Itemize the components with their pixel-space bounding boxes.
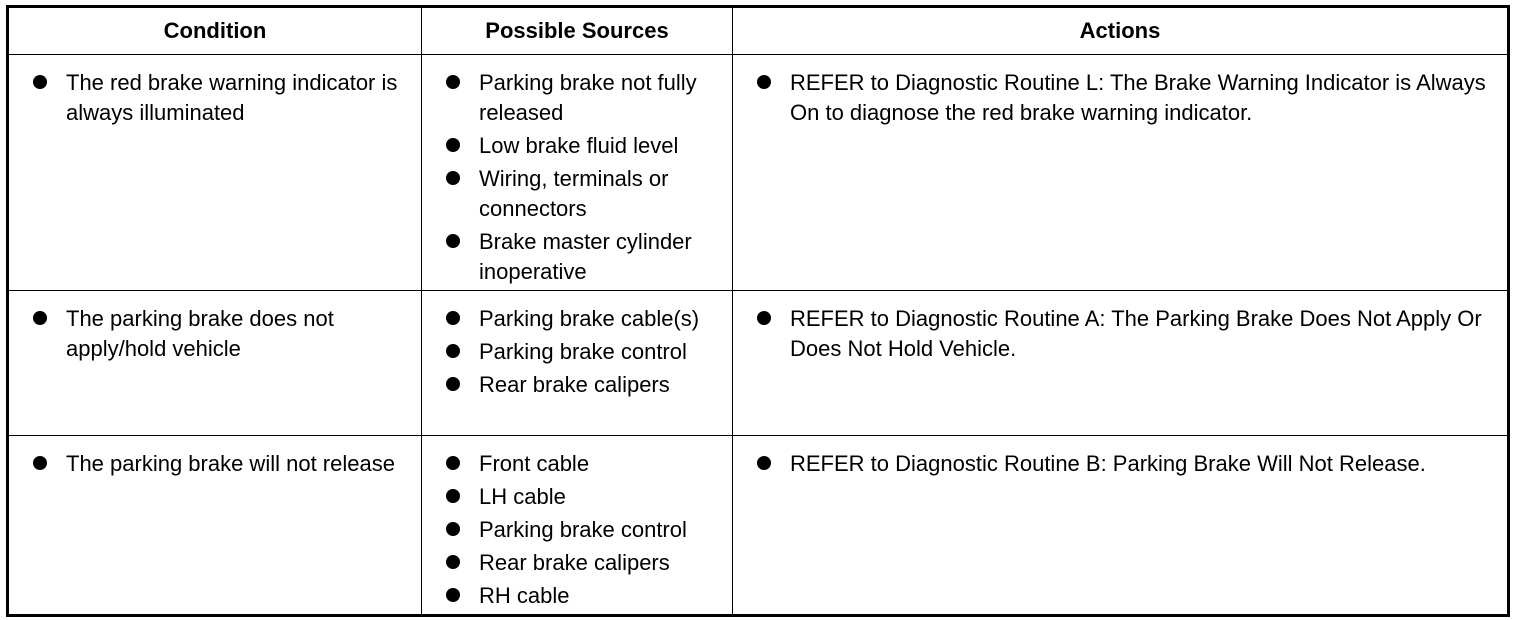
- action-text: REFER to Diagnostic Routine A: The Parking Brake Does Not Apply Or Does Not Hold Vehicle.: [790, 306, 1482, 361]
- source-item: [422, 449, 732, 479]
- source-text: Parking brake control: [479, 517, 687, 542]
- table-row: [8, 291, 1509, 436]
- source-text: Parking brake control: [479, 339, 687, 364]
- action-text: REFER to Diagnostic Routine L: The Brake Warning Indicator is Always On to diagnose the red brake warning indicator.: [790, 70, 1486, 125]
- source-text: Parking brake cable(s): [479, 306, 700, 331]
- bullet-icon: [446, 555, 460, 569]
- source-item: [422, 482, 732, 512]
- condition-cell: [8, 291, 422, 436]
- header-condition: Condition: [8, 7, 422, 55]
- table-row: [8, 436, 1509, 616]
- source-item: [422, 164, 732, 224]
- sources-cell: [422, 291, 733, 436]
- condition-item: [9, 304, 421, 364]
- table-row: [8, 55, 1509, 291]
- source-text: Parking brake not fully released: [479, 70, 697, 125]
- source-text: Rear brake calipers: [479, 550, 670, 575]
- action-item: [733, 304, 1499, 364]
- bullet-icon: [446, 234, 460, 248]
- bullet-icon: [446, 75, 460, 89]
- source-item: [422, 581, 732, 611]
- bullet-icon: [446, 588, 460, 602]
- bullet-icon: [446, 456, 460, 470]
- bullet-icon: [446, 522, 460, 536]
- condition-text: The parking brake does not apply/hold vehicle: [66, 306, 334, 361]
- actions-cell: [733, 436, 1509, 616]
- bullet-icon: [446, 377, 460, 391]
- condition-item: [9, 68, 421, 128]
- source-text: Brake master cylinder inoperative: [479, 229, 692, 284]
- source-text: LH cable: [479, 484, 566, 509]
- condition-cell: [8, 55, 422, 291]
- actions-cell: [733, 291, 1509, 436]
- table-header-row: [8, 7, 1509, 55]
- sources-cell: [422, 436, 733, 616]
- action-text: REFER to Diagnostic Routine B: Parking Brake Will Not Release.: [790, 451, 1426, 476]
- bullet-icon: [446, 344, 460, 358]
- bullet-icon: [446, 311, 460, 325]
- source-item: [422, 304, 732, 334]
- condition-cell: [8, 436, 422, 616]
- bullet-icon: [33, 75, 47, 89]
- condition-text: The parking brake will not release: [66, 451, 395, 476]
- source-item: [422, 131, 732, 161]
- source-item: [422, 548, 732, 578]
- bullet-icon: [33, 456, 47, 470]
- actions-cell: [733, 55, 1509, 291]
- source-text: Low brake fluid level: [479, 133, 679, 158]
- condition-text: The red brake warning indicator is always illuminated: [66, 70, 398, 125]
- sources-cell: [422, 55, 733, 291]
- header-actions: Actions: [733, 7, 1509, 55]
- source-text: Front cable: [479, 451, 590, 476]
- bullet-icon: [757, 456, 771, 470]
- header-possible-sources: Possible Sources: [422, 7, 733, 55]
- bullet-icon: [33, 311, 47, 325]
- source-text: RH cable: [479, 583, 570, 608]
- bullet-icon: [757, 311, 771, 325]
- bullet-icon: [446, 138, 460, 152]
- diagnosis-table: [6, 5, 1510, 617]
- source-text: Rear brake calipers: [479, 372, 670, 397]
- source-text: Wiring, terminals or connectors: [479, 166, 669, 221]
- source-item: [422, 370, 732, 400]
- bullet-icon: [757, 75, 771, 89]
- action-item: [733, 449, 1499, 479]
- source-item: [422, 227, 732, 287]
- source-item: [422, 337, 732, 367]
- action-item: [733, 68, 1499, 128]
- condition-item: [9, 449, 421, 479]
- bullet-icon: [446, 489, 460, 503]
- bullet-icon: [446, 171, 460, 185]
- source-item: [422, 68, 732, 128]
- source-item: [422, 515, 732, 545]
